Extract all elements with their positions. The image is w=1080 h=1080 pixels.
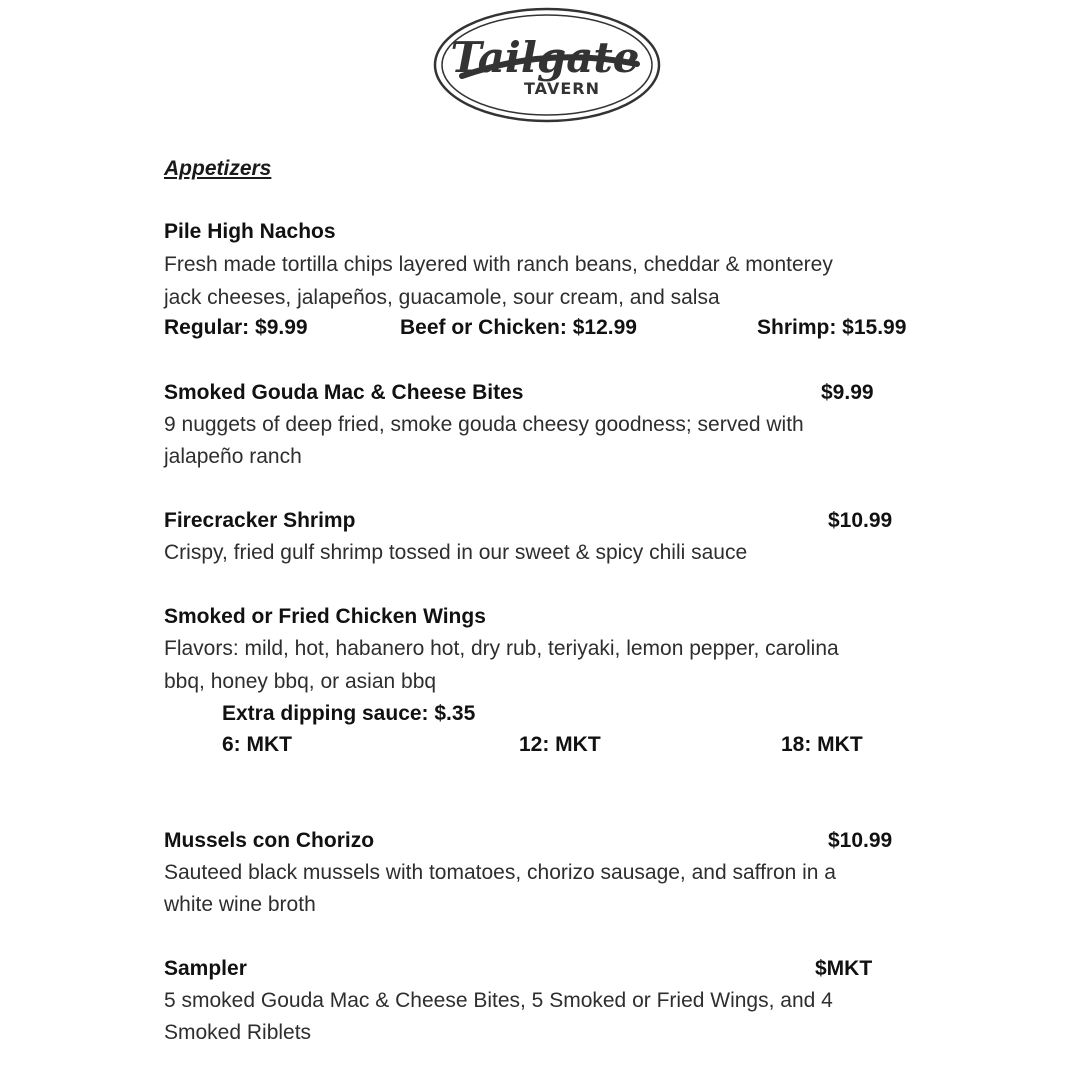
mussels-desc-line2: white wine broth — [164, 893, 316, 916]
sampler-name: Sampler — [164, 957, 247, 980]
firecracker-shrimp-desc: Crispy, fried gulf shrimp tossed in our sweet & spicy chili sauce — [164, 541, 748, 564]
wings-flavors-line1: Flavors: mild, hot, habanero hot, dry rub, teriyaki, lemon pepper, carolina — [164, 637, 839, 660]
mussels-price: $10.99 — [828, 829, 893, 852]
sampler-price: $MKT — [815, 957, 873, 980]
nachos-price-beef-chicken: Beef or Chicken: $12.99 — [400, 316, 637, 339]
wings-name: Smoked or Fried Chicken Wings — [164, 605, 486, 628]
logo-script-text: Tailgate — [450, 33, 640, 82]
mussels-desc-line1: Sauteed black mussels with tomatoes, chorizo sausage, and saffron in a — [164, 861, 836, 884]
wings-price-12: 12: MKT — [519, 733, 601, 756]
nachos-name: Pile High Nachos — [164, 220, 336, 243]
wings-price-6: 6: MKT — [222, 733, 292, 756]
mac-bites-desc-line1: 9 nuggets of deep fried, smoke gouda cheesy goodness; served with — [164, 413, 804, 436]
nachos-desc-line2: jack cheeses, jalapeños, guacamole, sour cream, and salsa — [164, 286, 720, 309]
wings-extra-sauce: Extra dipping sauce: $.35 — [222, 702, 476, 725]
firecracker-shrimp-name: Firecracker Shrimp — [164, 509, 356, 532]
section-title: Appetizers — [164, 157, 272, 180]
sampler-desc-line2: Smoked Riblets — [164, 1021, 312, 1044]
mac-bites-name: Smoked Gouda Mac & Cheese Bites — [164, 381, 524, 404]
wings-flavors-line2: bbq, honey bbq, or asian bbq — [164, 670, 437, 693]
wings-price-18: 18: MKT — [781, 733, 863, 756]
nachos-price-regular: Regular: $9.99 — [164, 316, 308, 339]
logo-tavern-text: TAVERN — [524, 79, 600, 98]
sampler-desc-line1: 5 smoked Gouda Mac & Cheese Bites, 5 Smoked or Fried Wings, and 4 — [164, 989, 833, 1012]
mac-bites-desc-line2: jalapeño ranch — [164, 445, 302, 468]
nachos-price-shrimp: Shrimp: $15.99 — [757, 316, 907, 339]
nachos-desc-line1: Fresh made tortilla chips layered with ranch beans, cheddar & monterey — [164, 253, 833, 276]
firecracker-shrimp-price: $10.99 — [828, 509, 893, 532]
mussels-name: Mussels con Chorizo — [164, 829, 375, 852]
mac-bites-price: $9.99 — [821, 381, 874, 404]
